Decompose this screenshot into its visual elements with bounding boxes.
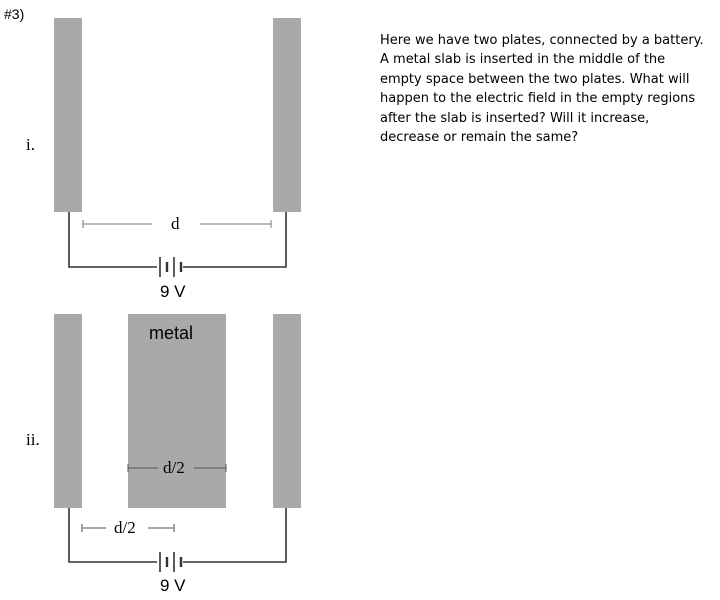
diagram-i-label: i. [26, 135, 35, 154]
battery-symbol [160, 552, 181, 572]
right-plate [273, 18, 301, 212]
circuit-wire [69, 508, 286, 562]
voltage-label: 9 V [160, 282, 186, 301]
left-plate [54, 18, 82, 212]
diagram-i [54, 18, 301, 277]
right-plate [273, 314, 301, 508]
problem-number: #3) [4, 6, 25, 22]
left-plate [54, 314, 82, 508]
diagram-ii-label: ii. [26, 430, 40, 449]
voltage-label: 9 V [160, 576, 186, 595]
gap-label: d/2 [114, 518, 136, 537]
diagram-ii [54, 314, 301, 572]
battery-symbol [160, 257, 181, 277]
slab-width-label: d/2 [163, 458, 185, 477]
slab-label: metal [149, 323, 194, 343]
question-text: Here we have two plates, connected by a battery. A metal slab is inserted in the middle of the empty space between the two plates. What will happen to the electric field in the empty regions after the slab is inserted? Will it increase, decrease or remain the same? [380, 33, 704, 146]
distance-label: d [171, 214, 180, 233]
